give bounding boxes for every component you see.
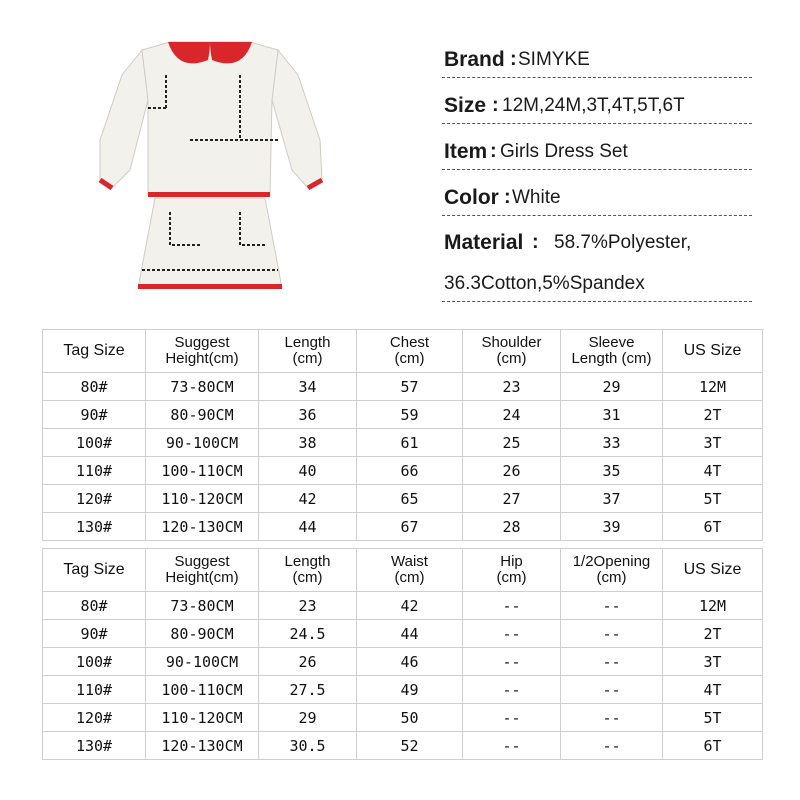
material-value-2: 36.3Cotton,5%Spandex — [444, 273, 645, 294]
header-text: Tag Size — [63, 342, 125, 359]
table-cell: 80# — [43, 592, 146, 620]
table-cell: 90# — [43, 620, 146, 648]
table-row — [43, 485, 763, 513]
table-row — [43, 401, 763, 429]
table-row — [43, 676, 763, 704]
table-cell: 110# — [43, 676, 146, 704]
table-cell: 73-80CM — [146, 592, 259, 620]
column-header — [259, 549, 357, 592]
table-cell: 39 — [561, 513, 663, 541]
table-cell: 120-130CM — [146, 513, 259, 541]
column-header — [43, 330, 146, 373]
header-text: Waist — [391, 553, 428, 570]
table-cell: 100-110CM — [146, 457, 259, 485]
table-cell: -- — [561, 732, 663, 760]
header-text: Height(cm) — [165, 569, 239, 586]
table-cell: 26 — [259, 648, 357, 676]
table-cell: 4T — [663, 676, 763, 704]
table-cell: -- — [463, 620, 561, 648]
table-cell: -- — [561, 704, 663, 732]
table-cell: -- — [463, 592, 561, 620]
info-size: Size : 12M,24M,3T,4T,5T,6T — [442, 84, 752, 124]
header-text: US Size — [683, 342, 742, 359]
table-cell: 38 — [259, 429, 357, 457]
size-value: 12M,24M,3T,4T,5T,6T — [502, 95, 685, 116]
table-cell: 66 — [357, 457, 463, 485]
bottom-size-table — [42, 548, 763, 760]
column-header — [357, 330, 463, 373]
table-cell: 28 — [463, 513, 561, 541]
table-cell: 35 — [561, 457, 663, 485]
table-cell: 3T — [663, 648, 763, 676]
item-value: Girls Dress Set — [500, 141, 628, 162]
table-cell: 44 — [259, 513, 357, 541]
header-text: (cm) — [394, 350, 425, 367]
table-cell: 37 — [561, 485, 663, 513]
header-text: Length (cm) — [571, 350, 652, 367]
table-cell: 46 — [357, 648, 463, 676]
header-text: 1/2Opening — [572, 553, 651, 570]
table-cell: 52 — [357, 732, 463, 760]
header-text: Suggest — [174, 553, 230, 570]
table-cell: -- — [463, 648, 561, 676]
table-cell: 90# — [43, 401, 146, 429]
table-cell: 12M — [663, 592, 763, 620]
table-cell: 33 — [561, 429, 663, 457]
brand-label: Brand — [444, 48, 505, 71]
table-cell: 120-130CM — [146, 732, 259, 760]
table-cell: 100# — [43, 648, 146, 676]
table-cell: 42 — [259, 485, 357, 513]
table-row — [43, 457, 763, 485]
column-header — [146, 330, 259, 373]
table-cell: 29 — [259, 704, 357, 732]
table-cell: 67 — [357, 513, 463, 541]
table-cell: 110-120CM — [146, 704, 259, 732]
table-cell: 110-120CM — [146, 485, 259, 513]
table-cell: 3T — [663, 429, 763, 457]
column-header — [463, 549, 561, 592]
color-value: White — [512, 187, 561, 208]
header-text: (cm) — [496, 350, 527, 367]
brand-value: SIMYKE — [518, 49, 590, 70]
column-header — [259, 330, 357, 373]
info-item: Item : Girls Dress Set — [442, 130, 752, 170]
column-header — [561, 549, 663, 592]
info-material: Material : 58.7%Polyester, — [444, 231, 692, 254]
item-label: Item — [444, 140, 488, 163]
table-cell: 130# — [43, 732, 146, 760]
header-text: (cm) — [292, 350, 323, 367]
table-cell: 6T — [663, 732, 763, 760]
table-cell: 100# — [43, 429, 146, 457]
table-cell: 44 — [357, 620, 463, 648]
header-text: US Size — [683, 561, 742, 578]
table-cell: 80# — [43, 373, 146, 401]
table-cell: -- — [561, 676, 663, 704]
table-cell: 23 — [463, 373, 561, 401]
table-row — [43, 592, 763, 620]
header-text: (cm) — [292, 569, 323, 586]
table-cell: -- — [463, 732, 561, 760]
table-row — [43, 373, 763, 401]
table-cell: 12M — [663, 373, 763, 401]
table-cell: 100-110CM — [146, 676, 259, 704]
table-cell: 30.5 — [259, 732, 357, 760]
table-cell: 130# — [43, 513, 146, 541]
table-cell: 61 — [357, 429, 463, 457]
header-text: Tag Size — [63, 561, 125, 578]
table-cell: 80-90CM — [146, 401, 259, 429]
table-row — [43, 620, 763, 648]
table-row — [43, 429, 763, 457]
table-cell: 42 — [357, 592, 463, 620]
table-cell: 34 — [259, 373, 357, 401]
table-cell: 24 — [463, 401, 561, 429]
column-header — [663, 549, 763, 592]
table-cell: 40 — [259, 457, 357, 485]
header-text: Shoulder — [481, 334, 542, 351]
table-cell: 24.5 — [259, 620, 357, 648]
table-cell: 2T — [663, 401, 763, 429]
size-label: Size — [444, 94, 487, 117]
header-text: Height(cm) — [165, 350, 239, 367]
table-cell: 57 — [357, 373, 463, 401]
table-cell: 120# — [43, 704, 146, 732]
column-header — [43, 549, 146, 592]
table-cell: -- — [561, 648, 663, 676]
column-header — [561, 330, 663, 373]
table-cell: -- — [463, 676, 561, 704]
table-cell: 4T — [663, 457, 763, 485]
table-cell: 27.5 — [259, 676, 357, 704]
material-label: Material — [444, 231, 524, 254]
table-cell: 65 — [357, 485, 463, 513]
column-header — [663, 330, 763, 373]
table-cell: 80-90CM — [146, 620, 259, 648]
table-cell: 36 — [259, 401, 357, 429]
table-cell: -- — [463, 704, 561, 732]
header-text: Suggest — [174, 334, 230, 351]
table-cell: -- — [561, 592, 663, 620]
table-cell: 49 — [357, 676, 463, 704]
table-cell: 5T — [663, 485, 763, 513]
header-text: Chest — [389, 334, 430, 351]
product-image-dress-set — [60, 20, 360, 310]
header-text: Length — [284, 334, 331, 351]
header-text: (cm) — [496, 569, 527, 586]
header-text: Hip — [500, 553, 523, 570]
table-cell: 25 — [463, 429, 561, 457]
table-cell: 50 — [357, 704, 463, 732]
table-cell: 27 — [463, 485, 561, 513]
table-cell: 29 — [561, 373, 663, 401]
table-cell: 59 — [357, 401, 463, 429]
table-cell: 90-100CM — [146, 429, 259, 457]
column-header — [463, 330, 561, 373]
info-color: Color : White — [442, 176, 752, 216]
header-text: (cm) — [394, 569, 425, 586]
table-cell: 120# — [43, 485, 146, 513]
table-cell: 31 — [561, 401, 663, 429]
info-brand: Brand : SIMYKE — [442, 38, 752, 78]
column-header — [357, 549, 463, 592]
material-value: 58.7%Polyester, — [554, 232, 692, 253]
table-cell: 2T — [663, 620, 763, 648]
table-cell: 23 — [259, 592, 357, 620]
table-cell: 110# — [43, 457, 146, 485]
header-text: Sleeve — [588, 334, 635, 351]
table-cell: 90-100CM — [146, 648, 259, 676]
top-size-table — [42, 329, 763, 541]
table-cell: 73-80CM — [146, 373, 259, 401]
table-row — [43, 648, 763, 676]
info-material-cont — [442, 262, 752, 302]
header-text: Length — [284, 553, 331, 570]
table-cell: 6T — [663, 513, 763, 541]
table-row — [43, 732, 763, 760]
table-header-row — [43, 549, 763, 592]
table-cell: 5T — [663, 704, 763, 732]
column-header — [146, 549, 259, 592]
table-cell: -- — [561, 620, 663, 648]
header-text: (cm) — [596, 569, 627, 586]
table-row — [43, 704, 763, 732]
table-row — [43, 513, 763, 541]
table-cell: 26 — [463, 457, 561, 485]
color-label: Color — [444, 186, 499, 209]
table-header-row — [43, 330, 763, 373]
